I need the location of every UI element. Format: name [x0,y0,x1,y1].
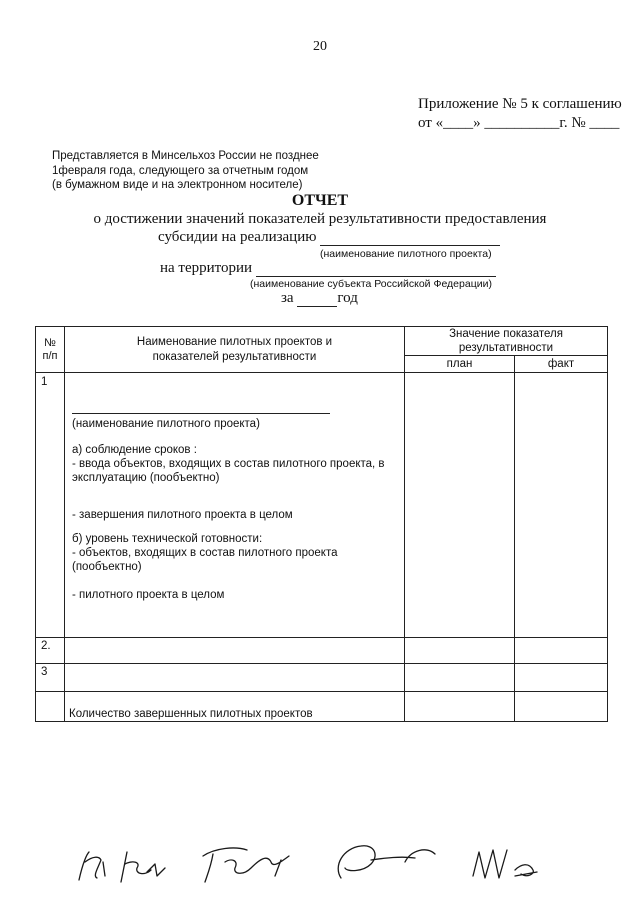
pilot-project-fill-line [320,230,500,246]
row-num: 3 [36,664,65,692]
fact-cell [515,664,608,692]
total-label: Количество завершенных пилотных проектов [65,692,405,722]
signature-mark [338,846,435,878]
item-a1: - ввода объектов, входящих в состав пилотного проекта, в [72,458,385,470]
territory-line [160,260,496,277]
row-num [36,692,65,722]
item-b2: - пилотного проекта в целом [72,589,225,601]
row-num: 2. [36,638,65,664]
submission-note-line: (в бумажном виде и на электронном носителе) [52,179,303,191]
fact-cell [515,692,608,722]
signature-mark [203,848,289,882]
table-row [36,373,608,638]
annex-title: Приложение № 5 к соглашению [418,96,622,112]
header-plan: план [405,356,515,373]
item-b: б) уровень технической готовности: [72,533,263,545]
annex-date-line: от «____» __________г. № ____ [418,115,620,131]
year-fill-line [297,291,337,307]
item-a2: - завершения пилотного проекта в целом [72,509,293,521]
item-a: а) соблюдение сроков : [72,444,197,456]
row-num: 1 [36,373,65,638]
territory-label: на территории [160,260,253,276]
plan-cell [405,638,515,664]
plan-cell [405,373,515,638]
subtitle-line-1: о достижении значений показателей результативности предоставления [93,211,547,227]
item-a1-cont: эксплуатацию (пообъектно) [72,472,220,484]
page-number: 20 [313,39,327,54]
header-fact: факт [515,356,608,373]
item-b1: - объектов, входящих в состав пилотного проекта [72,547,338,559]
subtitle-line-2 [158,229,500,246]
year-line [281,290,358,307]
subtitle-subsidy-label: субсидии на реализацию [158,229,317,245]
table-row-total [36,692,608,722]
plan-cell [405,664,515,692]
signature-mark [121,852,165,882]
table-row [36,638,608,664]
plan-cell [405,692,515,722]
project-name-line [72,413,330,414]
fact-cell [515,638,608,664]
signature-mark [473,850,537,878]
header-num: № п/п [36,327,65,373]
territory-fill-line [256,261,496,277]
item-b1-cont: (пообъектно) [72,561,142,573]
year-suffix: год [337,290,358,306]
document-title: ОТЧЕТ [291,192,349,209]
submission-note-line: Представляется в Минсельхоз России не позднее [52,150,319,162]
row-content [65,638,405,664]
fact-cell [515,373,608,638]
row-content [65,664,405,692]
signature-scribbles [75,832,555,892]
year-prefix: за [281,290,294,306]
header-value: Значение показателя результативности [405,327,608,356]
signature-mark [79,852,105,880]
table-row [36,664,608,692]
hint-pilot-project: (наименование пилотного проекта) [320,248,492,260]
hint-subject: (наименование субъекта Российской Федерации) [250,278,492,290]
header-name: Наименование пилотных проектов и показателей результативности [65,327,405,373]
project-name-hint: (наименование пилотного проекта) [72,418,260,430]
report-table [35,326,608,722]
submission-note-line: 1февраля года, следующего за отчетным годом [52,165,309,177]
row-content [65,373,405,638]
